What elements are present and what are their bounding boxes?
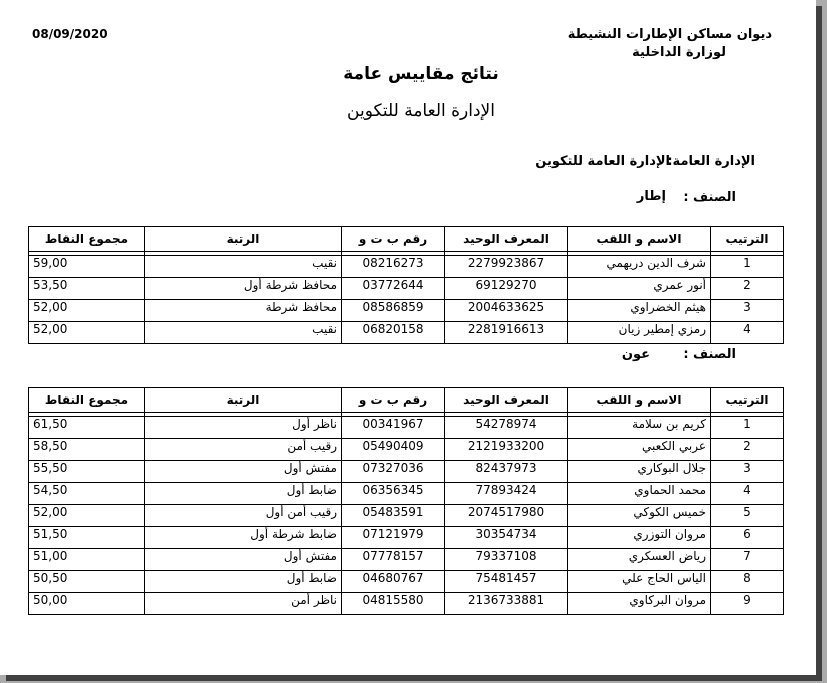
cell-id: 2279923867 [445,256,568,278]
table-row [29,439,784,461]
cell-id: 2281916613 [445,322,568,344]
cell-name: الياس الحاج علي [568,571,711,593]
table-row [29,549,784,571]
table-header-row [29,388,784,413]
cell-grade: ناظر أمن [145,593,342,615]
page-shadow-right [816,6,822,681]
cell-id: 2121933200 [445,439,568,461]
class-label: الصنف : [683,347,736,362]
cell-grade: نقيب [145,256,342,278]
organization-name: ديوان مساكن الإطارات النشيطة [567,27,772,42]
class-label: الصنف : [683,190,736,205]
cell-reg: 08586859 [342,300,445,322]
cell-total: 50,00 [29,593,145,615]
cell-grade: محافظ شرطة أول [145,278,342,300]
report-subtitle: الإدارة العامة للتكوين [347,101,495,121]
col-header-id: المعرف الوحيد [445,388,568,413]
col-header-name: الاسم و اللقب [568,227,711,252]
table-row [29,322,784,344]
col-header-total: مجموع النقاط [29,227,145,252]
cell-id: 30354734 [445,527,568,549]
cell-grade: مفتش أول [145,549,342,571]
cell-rank: 3 [711,461,784,483]
cell-id: 54278974 [445,417,568,439]
report-title: نتائج مقاييس عامة [343,64,499,84]
cell-name: شرف الدين دريهمي [568,256,711,278]
cell-rank: 7 [711,549,784,571]
cell-reg: 06820158 [342,322,445,344]
cell-name: عربي الكعبي [568,439,711,461]
ministry-name: لوزارة الداخلية [632,45,726,60]
table-row [29,300,784,322]
report-date: 08/09/2020 [32,27,108,41]
col-header-total: مجموع النقاط [29,388,145,413]
cell-grade: ناظر أول [145,417,342,439]
results-table-officers [28,226,784,344]
cell-total: 58,50 [29,439,145,461]
col-header-id: المعرف الوحيد [445,227,568,252]
cell-grade: ضابط أول [145,483,342,505]
cell-rank: 1 [711,417,784,439]
cell-id: 75481457 [445,571,568,593]
cell-total: 55,50 [29,461,145,483]
cell-total: 51,50 [29,527,145,549]
department-value: الإدارة العامة للتكوين [535,154,670,169]
cell-reg: 05483591 [342,505,445,527]
class-value: عون [621,347,650,362]
cell-total: 59,00 [29,256,145,278]
results-table-agents [28,387,784,615]
table-row [29,593,784,615]
cell-rank: 3 [711,300,784,322]
cell-reg: 07327036 [342,461,445,483]
cell-total: 53,50 [29,278,145,300]
cell-id: 82437973 [445,461,568,483]
cell-reg: 06356345 [342,483,445,505]
cell-total: 54,50 [29,483,145,505]
table-header-row [29,227,784,252]
cell-grade: نقيب [145,322,342,344]
cell-id: 2136733881 [445,593,568,615]
cell-rank: 6 [711,527,784,549]
col-header-name: الاسم و اللقب [568,388,711,413]
cell-grade: مفتش أول [145,461,342,483]
cell-total: 52,00 [29,505,145,527]
cell-id: 2074517980 [445,505,568,527]
table-row [29,278,784,300]
cell-reg: 00341967 [342,417,445,439]
cell-name: جلال البوكاري [568,461,711,483]
cell-rank: 9 [711,593,784,615]
cell-name: خميس الكوكي [568,505,711,527]
table-row [29,417,784,439]
col-header-grade: الرتبة [145,227,342,252]
cell-grade: رقيب أمن أول [145,505,342,527]
cell-total: 52,00 [29,322,145,344]
cell-id: 79337108 [445,549,568,571]
cell-reg: 04680767 [342,571,445,593]
cell-total: 50,50 [29,571,145,593]
cell-rank: 5 [711,505,784,527]
cell-total: 61,50 [29,417,145,439]
table-row [29,505,784,527]
department-label: الإدارة العامة: [667,154,755,169]
col-header-rank: الترتيب [711,227,784,252]
cell-name: مروان التوزري [568,527,711,549]
cell-reg: 04815580 [342,593,445,615]
cell-name: محمد الحماوي [568,483,711,505]
cell-rank: 1 [711,256,784,278]
table-row [29,527,784,549]
cell-reg: 07778157 [342,549,445,571]
table-row [29,256,784,278]
cell-total: 51,00 [29,549,145,571]
cell-grade: رقيب أمن [145,439,342,461]
cell-reg: 05490409 [342,439,445,461]
cell-rank: 2 [711,278,784,300]
col-header-reg: رقم ب ت و [342,227,445,252]
cell-id: 2004633625 [445,300,568,322]
col-header-grade: الرتبة [145,388,342,413]
cell-grade: ضابط شرطة أول [145,527,342,549]
cell-total: 52,00 [29,300,145,322]
cell-id: 69129270 [445,278,568,300]
cell-reg: 08216273 [342,256,445,278]
cell-name: أنور عمري [568,278,711,300]
table-row [29,483,784,505]
page-shadow-bottom [6,675,822,681]
cell-rank: 4 [711,483,784,505]
cell-grade: ضابط أول [145,571,342,593]
cell-name: كريم بن سلامة [568,417,711,439]
cell-reg: 03772644 [342,278,445,300]
class-value: إطار [636,189,666,204]
cell-grade: محافظ شرطة [145,300,342,322]
cell-name: رمزي إمطير زيان [568,322,711,344]
cell-reg: 07121979 [342,527,445,549]
cell-id: 77893424 [445,483,568,505]
table-row [29,571,784,593]
col-header-rank: الترتيب [711,388,784,413]
cell-name: مروان البركاوي [568,593,711,615]
cell-rank: 4 [711,322,784,344]
cell-rank: 2 [711,439,784,461]
table-row [29,461,784,483]
cell-name: هيثم الخضراوي [568,300,711,322]
col-header-reg: رقم ب ت و [342,388,445,413]
cell-name: رياض العسكري [568,549,711,571]
cell-rank: 8 [711,571,784,593]
